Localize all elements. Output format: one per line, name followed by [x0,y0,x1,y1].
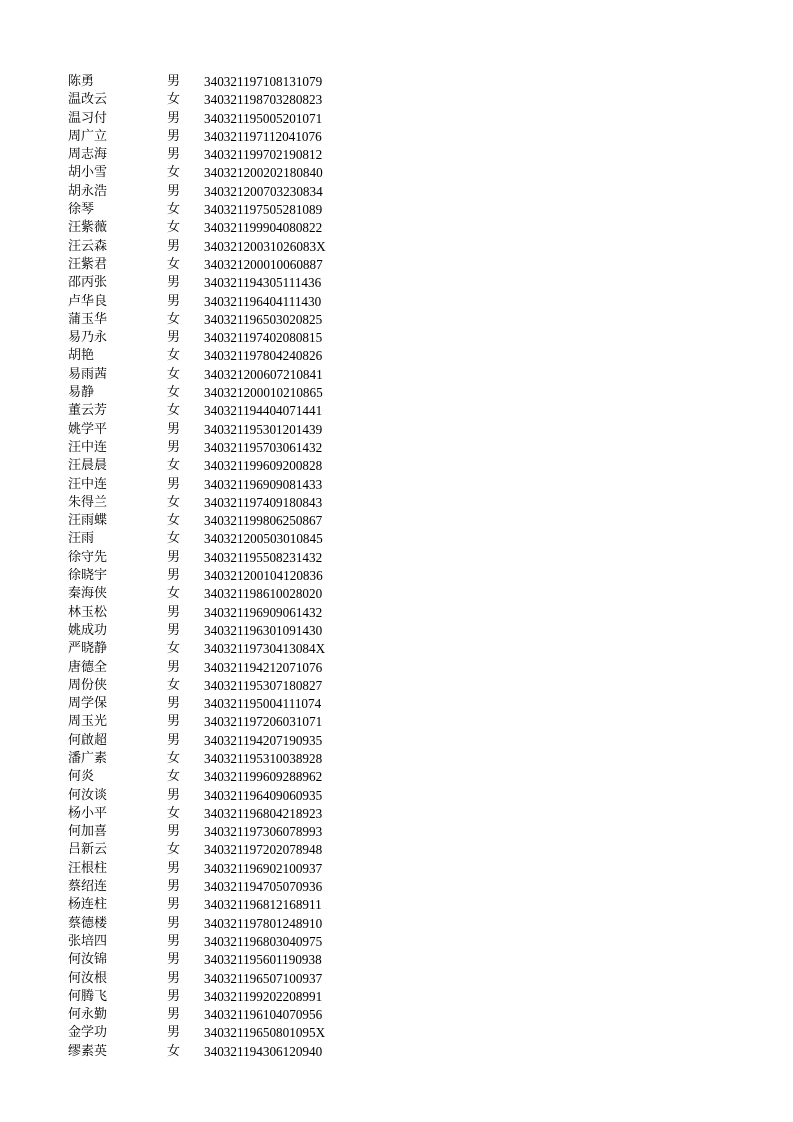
table-row [68,329,468,347]
person-name: 陈勇 [68,74,95,89]
person-name: 何炎 [68,769,95,785]
table-row [68,860,468,878]
id-number: 340321197402080815 [204,330,323,346]
person-name: 胡小雪 [68,165,108,181]
person-name: 温改云 [68,92,108,108]
table-row [68,183,468,201]
id-number: 340321200202180840 [204,165,323,181]
id-number: 340321194207190935 [204,732,323,748]
id-number: 340321199702190812 [204,147,323,163]
person-sex: 女 [167,348,181,364]
id-number: 340321194705070936 [204,879,323,895]
table-row [68,677,468,695]
person-name: 蔡绍连 [68,879,108,895]
person-sex: 男 [167,879,181,895]
id-number: 340321197112041076 [204,128,322,144]
person-name: 姚学平 [68,421,108,437]
id-number: 340321197306078993 [204,824,323,840]
person-name: 胡永浩 [68,183,108,199]
person-sex: 女 [167,769,181,785]
person-sex: 男 [167,275,181,291]
table-row [68,494,468,512]
table-row [68,256,468,274]
person-sex: 男 [167,824,181,840]
id-number: 340321196409060935 [204,787,323,803]
person-sex: 男 [167,476,181,492]
id-number: 340321196804218923 [204,805,323,821]
id-number: 34032119650801095X [204,1025,326,1041]
table-row [68,585,468,603]
person-name: 何汝根 [68,970,108,986]
id-number: 340321194212071076 [204,659,323,675]
person-name: 徐守先 [68,549,108,565]
person-sex: 男 [167,952,181,968]
person-sex: 男 [167,970,181,986]
person-name: 汪中连 [68,476,108,492]
table-row [68,823,468,841]
table-row [68,933,468,951]
person-sex: 女 [167,311,181,327]
id-number: 340321194305111436 [204,275,322,291]
id-number: 340321195307180827 [204,677,323,693]
id-number: 340321197409180843 [204,494,323,510]
table-row [68,366,468,384]
person-name: 林玉松 [68,604,108,620]
id-number: 340321196812168911 [204,897,322,913]
person-name: 周玉光 [68,714,108,730]
table-row [68,787,468,805]
person-name: 汪雨蝶 [68,513,108,529]
id-number: 340321199609288962 [204,769,323,785]
person-name: 张培四 [68,933,108,949]
person-sex: 男 [167,183,181,199]
person-sex: 男 [167,110,181,126]
person-sex: 女 [167,366,181,382]
person-sex: 男 [167,128,181,144]
person-name: 何腾飞 [68,988,108,1004]
person-name: 易雨茜 [68,366,108,382]
id-number: 340321198610028020 [204,586,323,602]
id-number: 340321200503010845 [204,531,323,547]
id-number: 34032119730413084X [204,641,326,657]
id-number: 340321198703280823 [204,92,323,108]
person-sex: 女 [167,256,181,272]
table-row [68,659,468,677]
table-row [68,841,468,859]
id-number: 340321194306120940 [204,1043,323,1059]
table-row [68,750,468,768]
table-row [68,1024,468,1042]
person-sex: 男 [167,330,181,346]
table-row [68,713,468,731]
table-row [68,164,468,182]
table-row [68,457,468,475]
id-number: 340321195301201439 [204,421,323,437]
person-name: 何永勤 [68,1007,108,1023]
person-sex: 男 [167,787,181,803]
person-name: 董云芳 [68,403,108,419]
person-sex: 男 [167,714,181,730]
person-sex: 女 [167,641,181,657]
person-sex: 男 [167,897,181,913]
id-number: 340321195508231432 [204,549,323,565]
id-number: 340321199806250867 [204,513,323,529]
person-name: 周广立 [68,128,108,144]
id-number: 340321199202208991 [204,988,323,1004]
person-name: 汪云森 [68,238,108,254]
id-number: 340321196104070956 [204,1007,323,1023]
person-name: 何汝锦 [68,952,108,968]
person-sex: 男 [167,549,181,565]
person-sex: 女 [167,458,181,474]
person-sex: 女 [167,92,181,108]
person-name: 胡艳 [68,348,95,364]
person-sex: 男 [167,988,181,1004]
id-number: 340321200607210841 [204,366,323,382]
person-sex: 男 [167,238,181,254]
table-row [68,476,468,494]
id-number: 340321195004111074 [204,696,322,712]
person-name: 杨小平 [68,805,108,821]
person-sex: 男 [167,696,181,712]
person-sex: 女 [167,1043,181,1059]
table-row [68,347,468,365]
id-number: 340321197206031071 [204,714,323,730]
table-row [68,384,468,402]
person-name: 汪中连 [68,439,108,455]
person-sex: 女 [167,531,181,547]
id-number: 340321199609200828 [204,458,323,474]
person-sex: 女 [167,403,181,419]
table-row [68,293,468,311]
person-sex: 女 [167,750,181,766]
table-row [68,311,468,329]
id-number: 340321197804240826 [204,348,323,364]
id-number: 340321197202078948 [204,842,323,858]
person-sex: 男 [167,860,181,876]
table-row [68,110,468,128]
person-name: 易静 [68,385,95,401]
person-sex: 男 [167,1007,181,1023]
person-sex: 女 [167,677,181,693]
person-sex: 男 [167,74,181,89]
table-row [68,91,468,109]
person-name: 唐德全 [68,659,108,675]
id-number: 340321197505281089 [204,202,323,218]
person-name: 徐琴 [68,202,95,218]
id-number: 340321200010060887 [204,256,323,272]
id-number: 340321196503020825 [204,311,323,327]
table-row [68,219,468,237]
table-row [68,128,468,146]
person-name: 温习付 [68,110,108,126]
person-name: 卢华良 [68,293,108,309]
person-sex: 男 [167,933,181,949]
id-number: 340321196404111430 [204,293,322,309]
person-sex: 女 [167,165,181,181]
person-name: 姚成功 [68,622,108,638]
id-number: 340321200703230834 [204,183,323,199]
person-name: 汪紫薇 [68,220,108,236]
id-number: 340321194404071441 [204,403,323,419]
table-row [68,549,468,567]
table-row [68,915,468,933]
table-row [68,695,468,713]
id-number: 340321197108131079 [204,74,323,89]
person-sex: 男 [167,293,181,309]
person-name: 汪雨 [68,531,95,547]
table-row [68,421,468,439]
id-number: 340321196301091430 [204,622,323,638]
person-name: 严晓静 [68,641,108,657]
id-number: 340321195005201071 [204,110,323,126]
id-number: 34032120031026083X [204,238,326,254]
person-sex: 男 [167,659,181,675]
person-name: 邵丙张 [68,275,108,291]
table-row [68,988,468,1006]
person-sex: 男 [167,421,181,437]
person-name: 杨连柱 [68,897,108,913]
table-row [68,732,468,750]
person-name: 潘广素 [68,750,108,766]
person-name: 汪紫君 [68,256,108,272]
person-name: 汪根柱 [68,860,108,876]
id-number: 340321196909081433 [204,476,323,492]
person-name: 何啟超 [68,732,108,748]
person-name: 汪晨晨 [68,458,108,474]
id-number: 340321197801248910 [204,915,323,931]
table-row [68,604,468,622]
person-sex: 男 [167,568,181,584]
person-sex: 男 [167,622,181,638]
person-sex: 女 [167,805,181,821]
person-name: 秦海侠 [68,586,108,602]
table-row [68,274,468,292]
table-row [68,768,468,786]
person-name: 何汝谈 [68,787,108,803]
person-sex: 女 [167,494,181,510]
id-number: 340321196909061432 [204,604,323,620]
id-number: 340321195703061432 [204,439,323,455]
table-row [68,238,468,256]
person-sex: 男 [167,147,181,163]
person-sex: 男 [167,1025,181,1041]
person-name: 徐晓宇 [68,568,108,584]
table-row [68,970,468,988]
id-number: 340321200010210865 [204,385,323,401]
id-number: 340321195310038928 [204,750,323,766]
person-sex: 男 [167,604,181,620]
person-sex: 男 [167,439,181,455]
person-name: 周志海 [68,147,108,163]
person-sex: 女 [167,842,181,858]
person-name: 周学保 [68,696,108,712]
person-name: 金学功 [68,1025,108,1041]
record-list [68,73,468,1061]
id-number: 340321196507100937 [204,970,323,986]
person-name: 吕新云 [68,842,108,858]
table-row [68,1006,468,1024]
person-sex: 男 [167,732,181,748]
person-name: 朱得兰 [68,494,108,510]
person-name: 蔡德楼 [68,915,108,931]
table-row [68,567,468,585]
person-sex: 女 [167,385,181,401]
table-row [68,146,468,164]
id-number: 340321199904080822 [204,220,323,236]
person-sex: 女 [167,586,181,602]
table-row [68,805,468,823]
table-row [68,878,468,896]
person-sex: 女 [167,513,181,529]
table-row [68,512,468,530]
person-name: 蒲玉华 [68,311,108,327]
table-row [68,640,468,658]
person-sex: 女 [167,202,181,218]
table-row [68,201,468,219]
table-row [68,73,468,91]
person-name: 何加喜 [68,824,108,840]
table-row [68,896,468,914]
person-sex: 女 [167,220,181,236]
person-name: 周份侠 [68,677,108,693]
id-number: 340321196902100937 [204,860,323,876]
table-row [68,1043,468,1061]
table-row [68,439,468,457]
id-number: 340321196803040975 [204,933,323,949]
table-row [68,622,468,640]
id-number: 340321195601190938 [204,952,322,968]
person-sex: 男 [167,915,181,931]
table-row [68,530,468,548]
person-name: 缪素英 [68,1043,108,1059]
table-row [68,402,468,420]
table-row [68,951,468,969]
person-name: 易乃永 [68,330,108,346]
id-number: 340321200104120836 [204,568,323,584]
